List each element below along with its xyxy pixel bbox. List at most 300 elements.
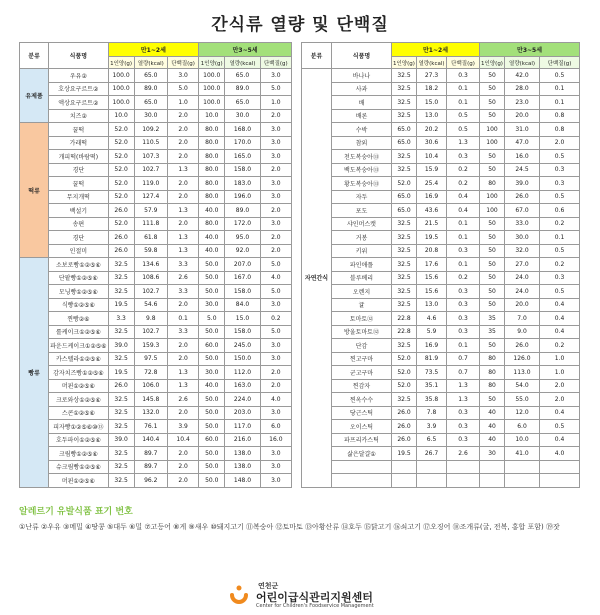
value-cell: 26.0 bbox=[505, 190, 540, 204]
value-cell: 39.0 bbox=[505, 177, 540, 191]
value-cell: 5.0 bbox=[260, 82, 291, 96]
food-name-cell: 토마토⑫ bbox=[332, 312, 392, 326]
value-cell: 32.5 bbox=[392, 109, 417, 123]
value-cell: 50.0 bbox=[199, 420, 225, 434]
table-row bbox=[20, 393, 292, 407]
food-name-cell: 군고구마 bbox=[332, 366, 392, 380]
value-cell: 80.0 bbox=[199, 177, 225, 191]
value-cell: 16.9 bbox=[417, 190, 447, 204]
value-cell: 3.0 bbox=[167, 69, 198, 83]
value-cell: 59.8 bbox=[134, 244, 167, 258]
value-cell: 0.1 bbox=[447, 217, 480, 231]
value-cell: 3.0 bbox=[260, 406, 291, 420]
value-cell: 102.7 bbox=[134, 325, 167, 339]
value-cell: 5.0 bbox=[167, 82, 198, 96]
value-cell: 1.3 bbox=[447, 393, 480, 407]
value-cell: 3.3 bbox=[108, 312, 134, 326]
value-cell: 95.0 bbox=[225, 231, 260, 245]
value-cell: 2.0 bbox=[167, 460, 198, 474]
value-cell: 1.0 bbox=[540, 352, 580, 366]
value-cell: 0.4 bbox=[447, 204, 480, 218]
value-cell: 50.0 bbox=[199, 352, 225, 366]
value-cell: 2.0 bbox=[167, 109, 198, 123]
value-cell: 0.3 bbox=[447, 325, 480, 339]
food-name-cell: 피자빵①②⑤⑥⑩⑬ bbox=[49, 420, 108, 434]
blank-cell bbox=[505, 474, 540, 488]
value-cell: 26.7 bbox=[417, 447, 447, 461]
value-cell: 32.5 bbox=[392, 150, 417, 164]
value-cell: 65.0 bbox=[392, 204, 417, 218]
value-cell: 0.6 bbox=[540, 204, 580, 218]
value-cell: 0.2 bbox=[447, 177, 480, 191]
value-cell: 2.6 bbox=[447, 447, 480, 461]
table-row bbox=[20, 379, 292, 393]
table-row bbox=[302, 190, 580, 204]
column-header: 단백질(g) bbox=[260, 57, 291, 69]
value-cell: 32.5 bbox=[392, 96, 417, 110]
value-cell: 9.0 bbox=[505, 325, 540, 339]
value-cell: 3.3 bbox=[167, 285, 198, 299]
value-cell: 2.0 bbox=[260, 109, 291, 123]
food-name-cell: 당근스틱 bbox=[332, 406, 392, 420]
category-cell: 빵류 bbox=[20, 258, 49, 488]
value-cell: 13.0 bbox=[417, 109, 447, 123]
value-cell: 52.0 bbox=[108, 136, 134, 150]
value-cell: 26.0 bbox=[108, 244, 134, 258]
food-name-cell: 키위 bbox=[332, 244, 392, 258]
value-cell: 25.4 bbox=[417, 177, 447, 191]
value-cell: 54.6 bbox=[134, 298, 167, 312]
smile-logo-icon bbox=[228, 584, 250, 606]
value-cell: 26.0 bbox=[392, 433, 417, 447]
value-cell: 138.0 bbox=[225, 460, 260, 474]
blank-cell bbox=[480, 474, 505, 488]
value-cell: 207.0 bbox=[225, 258, 260, 272]
value-cell: 113.0 bbox=[505, 366, 540, 380]
value-cell: 0.7 bbox=[447, 366, 480, 380]
food-name-cell: 카스텔라①②⑤⑥ bbox=[49, 352, 108, 366]
value-cell: 100.0 bbox=[199, 82, 225, 96]
value-cell: 5.0 bbox=[199, 312, 225, 326]
value-cell: 0.2 bbox=[540, 217, 580, 231]
food-name-cell: 찐감자 bbox=[332, 379, 392, 393]
value-cell: 52.0 bbox=[108, 150, 134, 164]
value-cell: 32.5 bbox=[392, 339, 417, 353]
value-cell: 0.2 bbox=[260, 312, 291, 326]
value-cell: 0.5 bbox=[540, 420, 580, 434]
value-cell: 145.8 bbox=[134, 393, 167, 407]
blank-cell bbox=[332, 460, 392, 474]
column-header: 단백질(g) bbox=[447, 57, 480, 69]
value-cell: 76.1 bbox=[134, 420, 167, 434]
value-cell: 54.0 bbox=[505, 379, 540, 393]
value-cell: 26.0 bbox=[108, 379, 134, 393]
column-header: 열량(kcal) bbox=[134, 57, 167, 69]
food-name-cell: 슈크림빵①②⑤⑥ bbox=[49, 460, 108, 474]
value-cell: 0.4 bbox=[540, 298, 580, 312]
value-cell: 65.0 bbox=[225, 69, 260, 83]
value-cell: 80.0 bbox=[199, 136, 225, 150]
value-cell: 109.2 bbox=[134, 123, 167, 137]
value-cell: 33.0 bbox=[505, 217, 540, 231]
food-name-cell: 파인애플 bbox=[332, 258, 392, 272]
value-cell: 2.0 bbox=[260, 204, 291, 218]
value-cell: 61.8 bbox=[134, 231, 167, 245]
value-cell: 158.0 bbox=[225, 163, 260, 177]
table-row bbox=[302, 109, 580, 123]
value-cell: 6.0 bbox=[505, 420, 540, 434]
value-cell: 40 bbox=[480, 433, 505, 447]
value-cell: 2.0 bbox=[540, 136, 580, 150]
value-cell: 50 bbox=[480, 244, 505, 258]
logo-region: 연천군 bbox=[258, 582, 279, 590]
table-row bbox=[20, 190, 292, 204]
value-cell: 50.0 bbox=[199, 406, 225, 420]
value-cell: 0.5 bbox=[540, 150, 580, 164]
value-cell: 0.5 bbox=[540, 285, 580, 299]
value-cell: 0.3 bbox=[447, 150, 480, 164]
table-row bbox=[20, 271, 292, 285]
value-cell: 0.1 bbox=[447, 339, 480, 353]
food-name-cell: 파프리카스틱 bbox=[332, 433, 392, 447]
value-cell: 2.0 bbox=[167, 352, 198, 366]
food-name-cell: 파운드케이크①②⑤⑥ bbox=[49, 339, 108, 353]
blank-cell bbox=[392, 474, 417, 488]
value-cell: 100 bbox=[480, 123, 505, 137]
food-name-cell: 크로와상①②⑤⑥ bbox=[49, 393, 108, 407]
food-name-cell: 롤케이크①②⑤⑥ bbox=[49, 325, 108, 339]
value-cell: 5.0 bbox=[260, 285, 291, 299]
food-name-cell: 꿀떡 bbox=[49, 123, 108, 137]
value-cell: 26.0 bbox=[108, 204, 134, 218]
value-cell: 30.0 bbox=[505, 231, 540, 245]
blank-cell bbox=[447, 474, 480, 488]
value-cell: 50 bbox=[480, 69, 505, 83]
value-cell: 245.0 bbox=[225, 339, 260, 353]
value-cell: 0.3 bbox=[447, 298, 480, 312]
value-cell: 1.3 bbox=[167, 204, 198, 218]
blank-cell bbox=[417, 460, 447, 474]
value-cell: 5.9 bbox=[417, 325, 447, 339]
blank-cell bbox=[447, 460, 480, 474]
value-cell: 108.6 bbox=[134, 271, 167, 285]
food-name-cell: 황도복숭아⑬ bbox=[332, 177, 392, 191]
age-group-1-header: 만1~2세 bbox=[392, 43, 480, 57]
value-cell: 35.1 bbox=[417, 379, 447, 393]
value-cell: 32.5 bbox=[108, 271, 134, 285]
value-cell: 100.0 bbox=[108, 96, 134, 110]
value-cell: 107.3 bbox=[134, 150, 167, 164]
value-cell: 1.3 bbox=[167, 231, 198, 245]
food-name-cell: 포도 bbox=[332, 204, 392, 218]
value-cell: 50 bbox=[480, 150, 505, 164]
value-cell: 15.9 bbox=[417, 163, 447, 177]
value-cell: 32.5 bbox=[392, 298, 417, 312]
value-cell: 57.9 bbox=[134, 204, 167, 218]
value-cell: 80 bbox=[480, 379, 505, 393]
table-row bbox=[302, 271, 580, 285]
value-cell: 165.0 bbox=[225, 150, 260, 164]
food-name-cell: 인절미 bbox=[49, 244, 108, 258]
table-row bbox=[20, 406, 292, 420]
value-cell: 65.0 bbox=[134, 69, 167, 83]
blank-cell bbox=[540, 460, 580, 474]
logo-name: 어린이급식관리지원센터 bbox=[256, 591, 373, 604]
value-cell: 2.0 bbox=[167, 298, 198, 312]
value-cell: 7.8 bbox=[417, 406, 447, 420]
value-cell: 0.2 bbox=[447, 163, 480, 177]
value-cell: 50.0 bbox=[199, 325, 225, 339]
table-row bbox=[20, 352, 292, 366]
table-row bbox=[302, 285, 580, 299]
value-cell: 163.0 bbox=[225, 379, 260, 393]
right-table bbox=[301, 42, 580, 488]
value-cell: 32.5 bbox=[392, 393, 417, 407]
value-cell: 26.0 bbox=[505, 339, 540, 353]
value-cell: 1.3 bbox=[447, 379, 480, 393]
table-row bbox=[302, 69, 580, 83]
food-name-cell: 백설기 bbox=[49, 204, 108, 218]
value-cell: 50.0 bbox=[199, 393, 225, 407]
value-cell: 127.4 bbox=[134, 190, 167, 204]
value-cell: 3.9 bbox=[167, 420, 198, 434]
value-cell: 3.3 bbox=[167, 258, 198, 272]
value-cell: 4.0 bbox=[260, 393, 291, 407]
value-cell: 32.5 bbox=[108, 406, 134, 420]
table-row bbox=[20, 339, 292, 353]
food-name-cell: 사과 bbox=[332, 82, 392, 96]
value-cell: 50.0 bbox=[199, 258, 225, 272]
value-cell: 32.5 bbox=[392, 271, 417, 285]
food-name-cell: 오이스틱 bbox=[332, 420, 392, 434]
value-cell: 72.8 bbox=[134, 366, 167, 380]
value-cell: 52.0 bbox=[108, 123, 134, 137]
table-row bbox=[20, 123, 292, 137]
blank-cell bbox=[332, 474, 392, 488]
page-title: 간식류 열량 및 단백질 bbox=[211, 15, 389, 35]
value-cell: 3.0 bbox=[260, 447, 291, 461]
value-cell: 1.0 bbox=[540, 366, 580, 380]
table-row bbox=[302, 204, 580, 218]
value-cell: 50 bbox=[480, 109, 505, 123]
value-cell: 19.5 bbox=[417, 231, 447, 245]
age-group-2-header: 만3~5세 bbox=[480, 43, 580, 57]
value-cell: 3.3 bbox=[167, 325, 198, 339]
value-cell: 0.1 bbox=[447, 258, 480, 272]
value-cell: 203.0 bbox=[225, 406, 260, 420]
value-cell: 2.0 bbox=[260, 366, 291, 380]
value-cell: 50 bbox=[480, 339, 505, 353]
value-cell: 10.4 bbox=[167, 433, 198, 447]
age-group-1-header: 만1~2세 bbox=[108, 43, 199, 57]
food-name-cell: 호두파이①②⑤⑥ bbox=[49, 433, 108, 447]
value-cell: 28.0 bbox=[505, 82, 540, 96]
table-row bbox=[20, 204, 292, 218]
value-cell: 4.0 bbox=[540, 447, 580, 461]
value-cell: 50 bbox=[480, 217, 505, 231]
value-cell: 2.0 bbox=[167, 150, 198, 164]
value-cell: 183.0 bbox=[225, 177, 260, 191]
value-cell: 10.0 bbox=[108, 109, 134, 123]
value-cell: 2.0 bbox=[167, 190, 198, 204]
food-header: 식품명 bbox=[332, 43, 392, 69]
value-cell: 24.5 bbox=[505, 163, 540, 177]
value-cell: 140.4 bbox=[134, 433, 167, 447]
value-cell: 7.0 bbox=[505, 312, 540, 326]
value-cell: 32.5 bbox=[392, 217, 417, 231]
value-cell: 52.0 bbox=[392, 379, 417, 393]
value-cell: 50 bbox=[480, 285, 505, 299]
column-header: 열량(kcal) bbox=[225, 57, 260, 69]
value-cell: 50 bbox=[480, 258, 505, 272]
value-cell: 0.3 bbox=[447, 244, 480, 258]
value-cell: 32.5 bbox=[392, 258, 417, 272]
value-cell: 9.8 bbox=[134, 312, 167, 326]
value-cell: 16.0 bbox=[260, 433, 291, 447]
value-cell: 52.0 bbox=[108, 217, 134, 231]
table-row bbox=[302, 298, 580, 312]
table-row bbox=[302, 433, 580, 447]
value-cell: 30.0 bbox=[199, 298, 225, 312]
category-cell: 떡류 bbox=[20, 123, 49, 258]
value-cell: 80.0 bbox=[199, 150, 225, 164]
table-row bbox=[20, 420, 292, 434]
category-header: 분류 bbox=[302, 43, 332, 69]
value-cell: 0.3 bbox=[447, 312, 480, 326]
value-cell: 27.0 bbox=[505, 258, 540, 272]
table-row bbox=[20, 460, 292, 474]
value-cell: 196.0 bbox=[225, 190, 260, 204]
value-cell: 2.0 bbox=[167, 474, 198, 488]
value-cell: 15.0 bbox=[417, 96, 447, 110]
table-row bbox=[302, 136, 580, 150]
value-cell: 17.6 bbox=[417, 258, 447, 272]
value-cell: 52.0 bbox=[392, 177, 417, 191]
food-name-cell: 모닝빵①②⑤⑥ bbox=[49, 285, 108, 299]
value-cell: 0.1 bbox=[447, 231, 480, 245]
table-row bbox=[20, 447, 292, 461]
value-cell: 12.0 bbox=[505, 406, 540, 420]
value-cell: 80 bbox=[480, 177, 505, 191]
table-row bbox=[302, 244, 580, 258]
value-cell: 60.0 bbox=[199, 433, 225, 447]
blank-row bbox=[302, 460, 580, 474]
value-cell: 32.5 bbox=[108, 447, 134, 461]
value-cell: 216.0 bbox=[225, 433, 260, 447]
value-cell: 92.0 bbox=[225, 244, 260, 258]
column-header: 열량(kcal) bbox=[505, 57, 540, 69]
value-cell: 148.0 bbox=[225, 474, 260, 488]
value-cell: 65.0 bbox=[225, 96, 260, 110]
blank-cell bbox=[540, 474, 580, 488]
value-cell: 0.8 bbox=[540, 123, 580, 137]
value-cell: 13.0 bbox=[417, 298, 447, 312]
food-name-cell: 개피떡(바람떡) bbox=[49, 150, 108, 164]
food-name-cell: 백도복숭아⑬ bbox=[332, 163, 392, 177]
value-cell: 50 bbox=[480, 271, 505, 285]
value-cell: 50 bbox=[480, 163, 505, 177]
food-name-cell: 무지개떡 bbox=[49, 190, 108, 204]
table-row bbox=[20, 285, 292, 299]
table-row bbox=[302, 393, 580, 407]
value-cell: 73.5 bbox=[417, 366, 447, 380]
value-cell: 0.1 bbox=[540, 96, 580, 110]
value-cell: 30.0 bbox=[134, 109, 167, 123]
table-row bbox=[20, 163, 292, 177]
value-cell: 159.3 bbox=[134, 339, 167, 353]
table-row bbox=[302, 447, 580, 461]
value-cell: 35 bbox=[480, 312, 505, 326]
table-row bbox=[20, 474, 292, 488]
value-cell: 0.5 bbox=[540, 69, 580, 83]
value-cell: 27.3 bbox=[417, 69, 447, 83]
value-cell: 2.0 bbox=[540, 393, 580, 407]
value-cell: 35 bbox=[480, 325, 505, 339]
value-cell: 26.0 bbox=[108, 231, 134, 245]
food-name-cell: 샤인머스캣 bbox=[332, 217, 392, 231]
value-cell: 32.5 bbox=[108, 474, 134, 488]
value-cell: 3.0 bbox=[260, 69, 291, 83]
food-name-cell: 감자치즈빵①②⑤⑥ bbox=[49, 366, 108, 380]
value-cell: 168.0 bbox=[225, 123, 260, 137]
food-name-cell: 귤 bbox=[332, 298, 392, 312]
food-name-cell: 배 bbox=[332, 96, 392, 110]
category-cell: 자연간식 bbox=[302, 69, 332, 488]
value-cell: 0.3 bbox=[447, 406, 480, 420]
table-row bbox=[20, 69, 292, 83]
value-cell: 50 bbox=[480, 393, 505, 407]
value-cell: 2.0 bbox=[167, 447, 198, 461]
value-cell: 100 bbox=[480, 136, 505, 150]
value-cell: 100 bbox=[480, 190, 505, 204]
value-cell: 16.0 bbox=[505, 150, 540, 164]
value-cell: 126.0 bbox=[505, 352, 540, 366]
center-logo bbox=[228, 581, 388, 611]
value-cell: 138.0 bbox=[225, 447, 260, 461]
value-cell: 30 bbox=[480, 447, 505, 461]
value-cell: 0.4 bbox=[447, 190, 480, 204]
table-row bbox=[302, 339, 580, 353]
value-cell: 24.0 bbox=[505, 285, 540, 299]
logo-english: Center for Children's Foodservice Management bbox=[256, 603, 374, 609]
blank-cell bbox=[505, 460, 540, 474]
table-row bbox=[20, 109, 292, 123]
value-cell: 2.0 bbox=[167, 217, 198, 231]
value-cell: 1.3 bbox=[167, 379, 198, 393]
value-cell: 0.1 bbox=[540, 82, 580, 96]
table-row bbox=[20, 150, 292, 164]
table-row bbox=[302, 379, 580, 393]
food-name-cell: 천도복숭아⑬ bbox=[332, 150, 392, 164]
blank-cell bbox=[392, 460, 417, 474]
value-cell: 4.6 bbox=[417, 312, 447, 326]
value-cell: 0.2 bbox=[447, 271, 480, 285]
value-cell: 65.0 bbox=[392, 136, 417, 150]
value-cell: 50 bbox=[480, 82, 505, 96]
value-cell: 1.0 bbox=[167, 96, 198, 110]
header-row bbox=[302, 43, 580, 57]
table-row bbox=[20, 217, 292, 231]
value-cell: 3.0 bbox=[260, 352, 291, 366]
food-name-cell: 바나나 bbox=[332, 69, 392, 83]
food-name-cell: 식빵①②⑤⑥ bbox=[49, 298, 108, 312]
value-cell: 117.0 bbox=[225, 420, 260, 434]
value-cell: 50.0 bbox=[199, 271, 225, 285]
value-cell: 50 bbox=[480, 298, 505, 312]
value-cell: 3.0 bbox=[260, 339, 291, 353]
food-name-cell: 스콘①②⑤⑥ bbox=[49, 406, 108, 420]
table-row bbox=[302, 96, 580, 110]
